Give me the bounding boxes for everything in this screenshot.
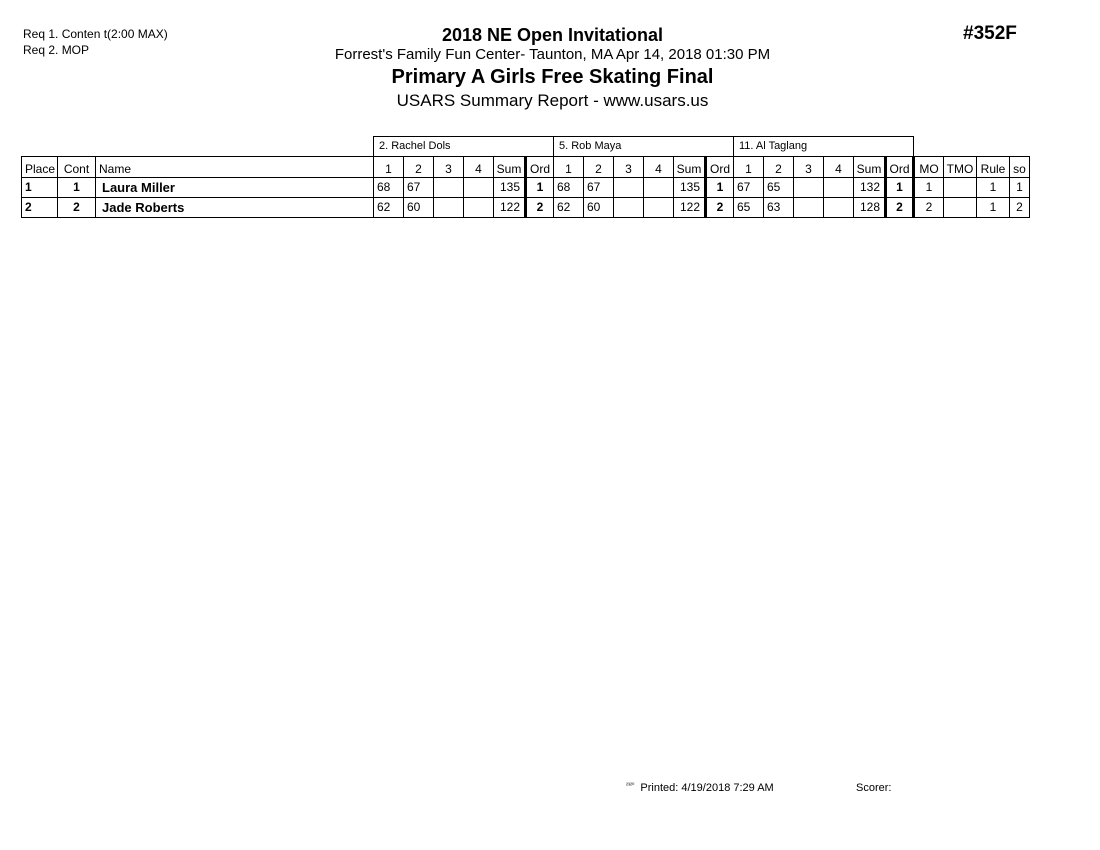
mo-cell: 1 [914, 178, 944, 198]
judge-2-name: 5. Rob Maya [554, 137, 734, 157]
col-rule: Rule [977, 157, 1010, 178]
col-j3-2: 2 [764, 157, 794, 178]
report-title: USARS Summary Report - www.usars.us [396, 91, 709, 110]
j2-score-1: 62 [554, 198, 584, 218]
event-number: #352F [963, 23, 1017, 44]
requirements-block [23, 26, 168, 58]
j2-score-1: 68 [554, 178, 584, 198]
j3-ord: 1 [886, 178, 914, 198]
j1-ord: 2 [526, 198, 554, 218]
col-name: Name [96, 157, 374, 178]
printed-timestamp: Printed: 4/19/2018 7:29 AM [640, 782, 774, 794]
tmo-cell [944, 198, 977, 218]
col-place: Place [22, 157, 58, 178]
j3-score-3 [794, 198, 824, 218]
place-cell: 1 [22, 178, 58, 198]
col-j2-4: 4 [644, 157, 674, 178]
rule-cell: 1 [977, 178, 1010, 198]
j3-score-3 [794, 178, 824, 198]
j1-score-1: 62 [374, 198, 404, 218]
j3-score-4 [824, 198, 854, 218]
col-j3-ord: Ord [886, 157, 914, 178]
mo-cell: 2 [914, 198, 944, 218]
venue-line: Forrest's Family Fun Center- Taunton, MA Apr 14, 2018 01:30 PM [334, 46, 771, 63]
division-title: Primary A Girls Free Skating Final [391, 66, 714, 88]
j1-score-2: 67 [404, 178, 434, 198]
j1-sum: 122 [494, 198, 526, 218]
j3-ord: 2 [886, 198, 914, 218]
col-j1-1: 1 [374, 157, 404, 178]
col-mo: MO [914, 157, 944, 178]
col-j2-ord: Ord [706, 157, 734, 178]
rule-cell: 1 [977, 198, 1010, 218]
cont-cell: 2 [58, 198, 96, 218]
col-j1-4: 4 [464, 157, 494, 178]
requirement-1: Req 1. Conten t(2:00 MAX) [23, 27, 168, 41]
col-j1-2: 2 [404, 157, 434, 178]
j1-score-3 [434, 198, 464, 218]
col-so: so [1010, 157, 1030, 178]
j3-score-2: 63 [764, 198, 794, 218]
cont-cell: 1 [58, 178, 96, 198]
col-j3-3: 3 [794, 157, 824, 178]
col-j1-ord: Ord [526, 157, 554, 178]
j2-score-4 [644, 198, 674, 218]
judge-header-row [22, 137, 1030, 157]
j2-score-3 [614, 198, 644, 218]
col-tmo: TMO [944, 157, 977, 178]
col-j3-1: 1 [734, 157, 764, 178]
j1-score-1: 68 [374, 178, 404, 198]
col-j1-3: 3 [434, 157, 464, 178]
j2-score-2: 60 [584, 198, 614, 218]
skater-name: Laura Miller [96, 178, 374, 198]
j2-ord: 1 [706, 178, 734, 198]
col-j3-4: 4 [824, 157, 854, 178]
column-header-row [22, 157, 1030, 178]
j2-score-3 [614, 178, 644, 198]
j3-score-1: 67 [734, 178, 764, 198]
summary-table [21, 136, 1030, 218]
j1-ord: 1 [526, 178, 554, 198]
skater-name: Jade Roberts [96, 198, 374, 218]
j3-score-1: 65 [734, 198, 764, 218]
j1-sum: 135 [494, 178, 526, 198]
j3-sum: 128 [854, 198, 886, 218]
place-cell: 2 [22, 198, 58, 218]
j3-score-2: 65 [764, 178, 794, 198]
judge-3-name: 11. Al Taglang [734, 137, 914, 157]
col-cont: Cont [58, 157, 96, 178]
col-j2-1: 1 [554, 157, 584, 178]
j2-score-4 [644, 178, 674, 198]
event-title: 2018 NE Open Invitational [441, 25, 664, 45]
j1-score-4 [464, 178, 494, 198]
report-header [270, 24, 835, 112]
j3-score-4 [824, 178, 854, 198]
col-j2-2: 2 [584, 157, 614, 178]
j2-score-2: 67 [584, 178, 614, 198]
col-j3-sum: Sum [854, 157, 886, 178]
printed-footer [626, 782, 774, 794]
j2-sum: 122 [674, 198, 706, 218]
footer-mark: ²³²⁰ [626, 783, 635, 789]
col-j2-sum: Sum [674, 157, 706, 178]
so-cell: 1 [1010, 178, 1030, 198]
requirement-2: Req 2. MOP [23, 43, 90, 57]
tmo-cell [944, 178, 977, 198]
j1-score-2: 60 [404, 198, 434, 218]
j2-sum: 135 [674, 178, 706, 198]
col-j1-sum: Sum [494, 157, 526, 178]
scorer-label: Scorer: [856, 782, 892, 794]
table-row [22, 198, 1030, 218]
so-cell: 2 [1010, 198, 1030, 218]
table-row [22, 178, 1030, 198]
judge-1-name: 2. Rachel Dols [374, 137, 554, 157]
j1-score-3 [434, 178, 464, 198]
j2-ord: 2 [706, 198, 734, 218]
j1-score-4 [464, 198, 494, 218]
col-j2-3: 3 [614, 157, 644, 178]
j3-sum: 132 [854, 178, 886, 198]
